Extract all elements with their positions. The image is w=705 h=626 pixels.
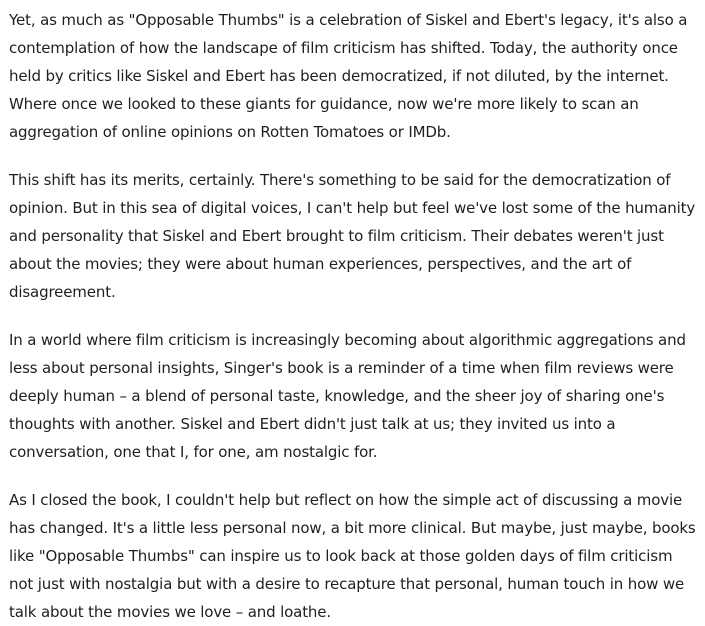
article-paragraph: In a world where film criticism is increasingly becoming about algorithmic aggregations and less about personal insights, Singer's book is a reminder of a time when film reviews were deeply human – a blend of personal taste, knowledge, and the sheer joy of sharing one's thoughts with another. Siskel and Ebert didn't just talk at us; they invited us into a conversation, one that I, for one, am nostalgic for. [9, 331, 686, 461]
article-paragraph: As I closed the book, I couldn't help but reflect on how the simple act of discussing a movie has changed. It's a little less personal now, a bit more clinical. But maybe, just maybe, books like "Opposable Thumbs" can inspire us to look back at those golden days of film criticism not just with nostalgia but with a desire to recapture that personal, human touch in how we talk about the movies we love – and loathe. [9, 491, 696, 621]
article-paragraph: Yet, as much as "Opposable Thumbs" is a celebration of Siskel and Ebert's legacy, it's also a contemplation of how the landscape of film criticism has shifted. Today, the authority once held by critics like Siskel and Ebert has been democratized, if not diluted, by the internet. Where once we looked to these giants for guidance, now we're more likely to scan an aggregation of online opinions on Rotten Tomatoes or IMDb. [9, 11, 688, 141]
article-body [0, 6, 705, 626]
article-paragraph: This shift has its merits, certainly. There's something to be said for the democratization of opinion. But in this sea of digital voices, I can't help but feel we've lost some of the humanity and personality that Siskel and Ebert brought to film criticism. Their debates weren't just about the movies; they were about human experiences, perspectives, and the art of disagreement. [9, 171, 696, 301]
